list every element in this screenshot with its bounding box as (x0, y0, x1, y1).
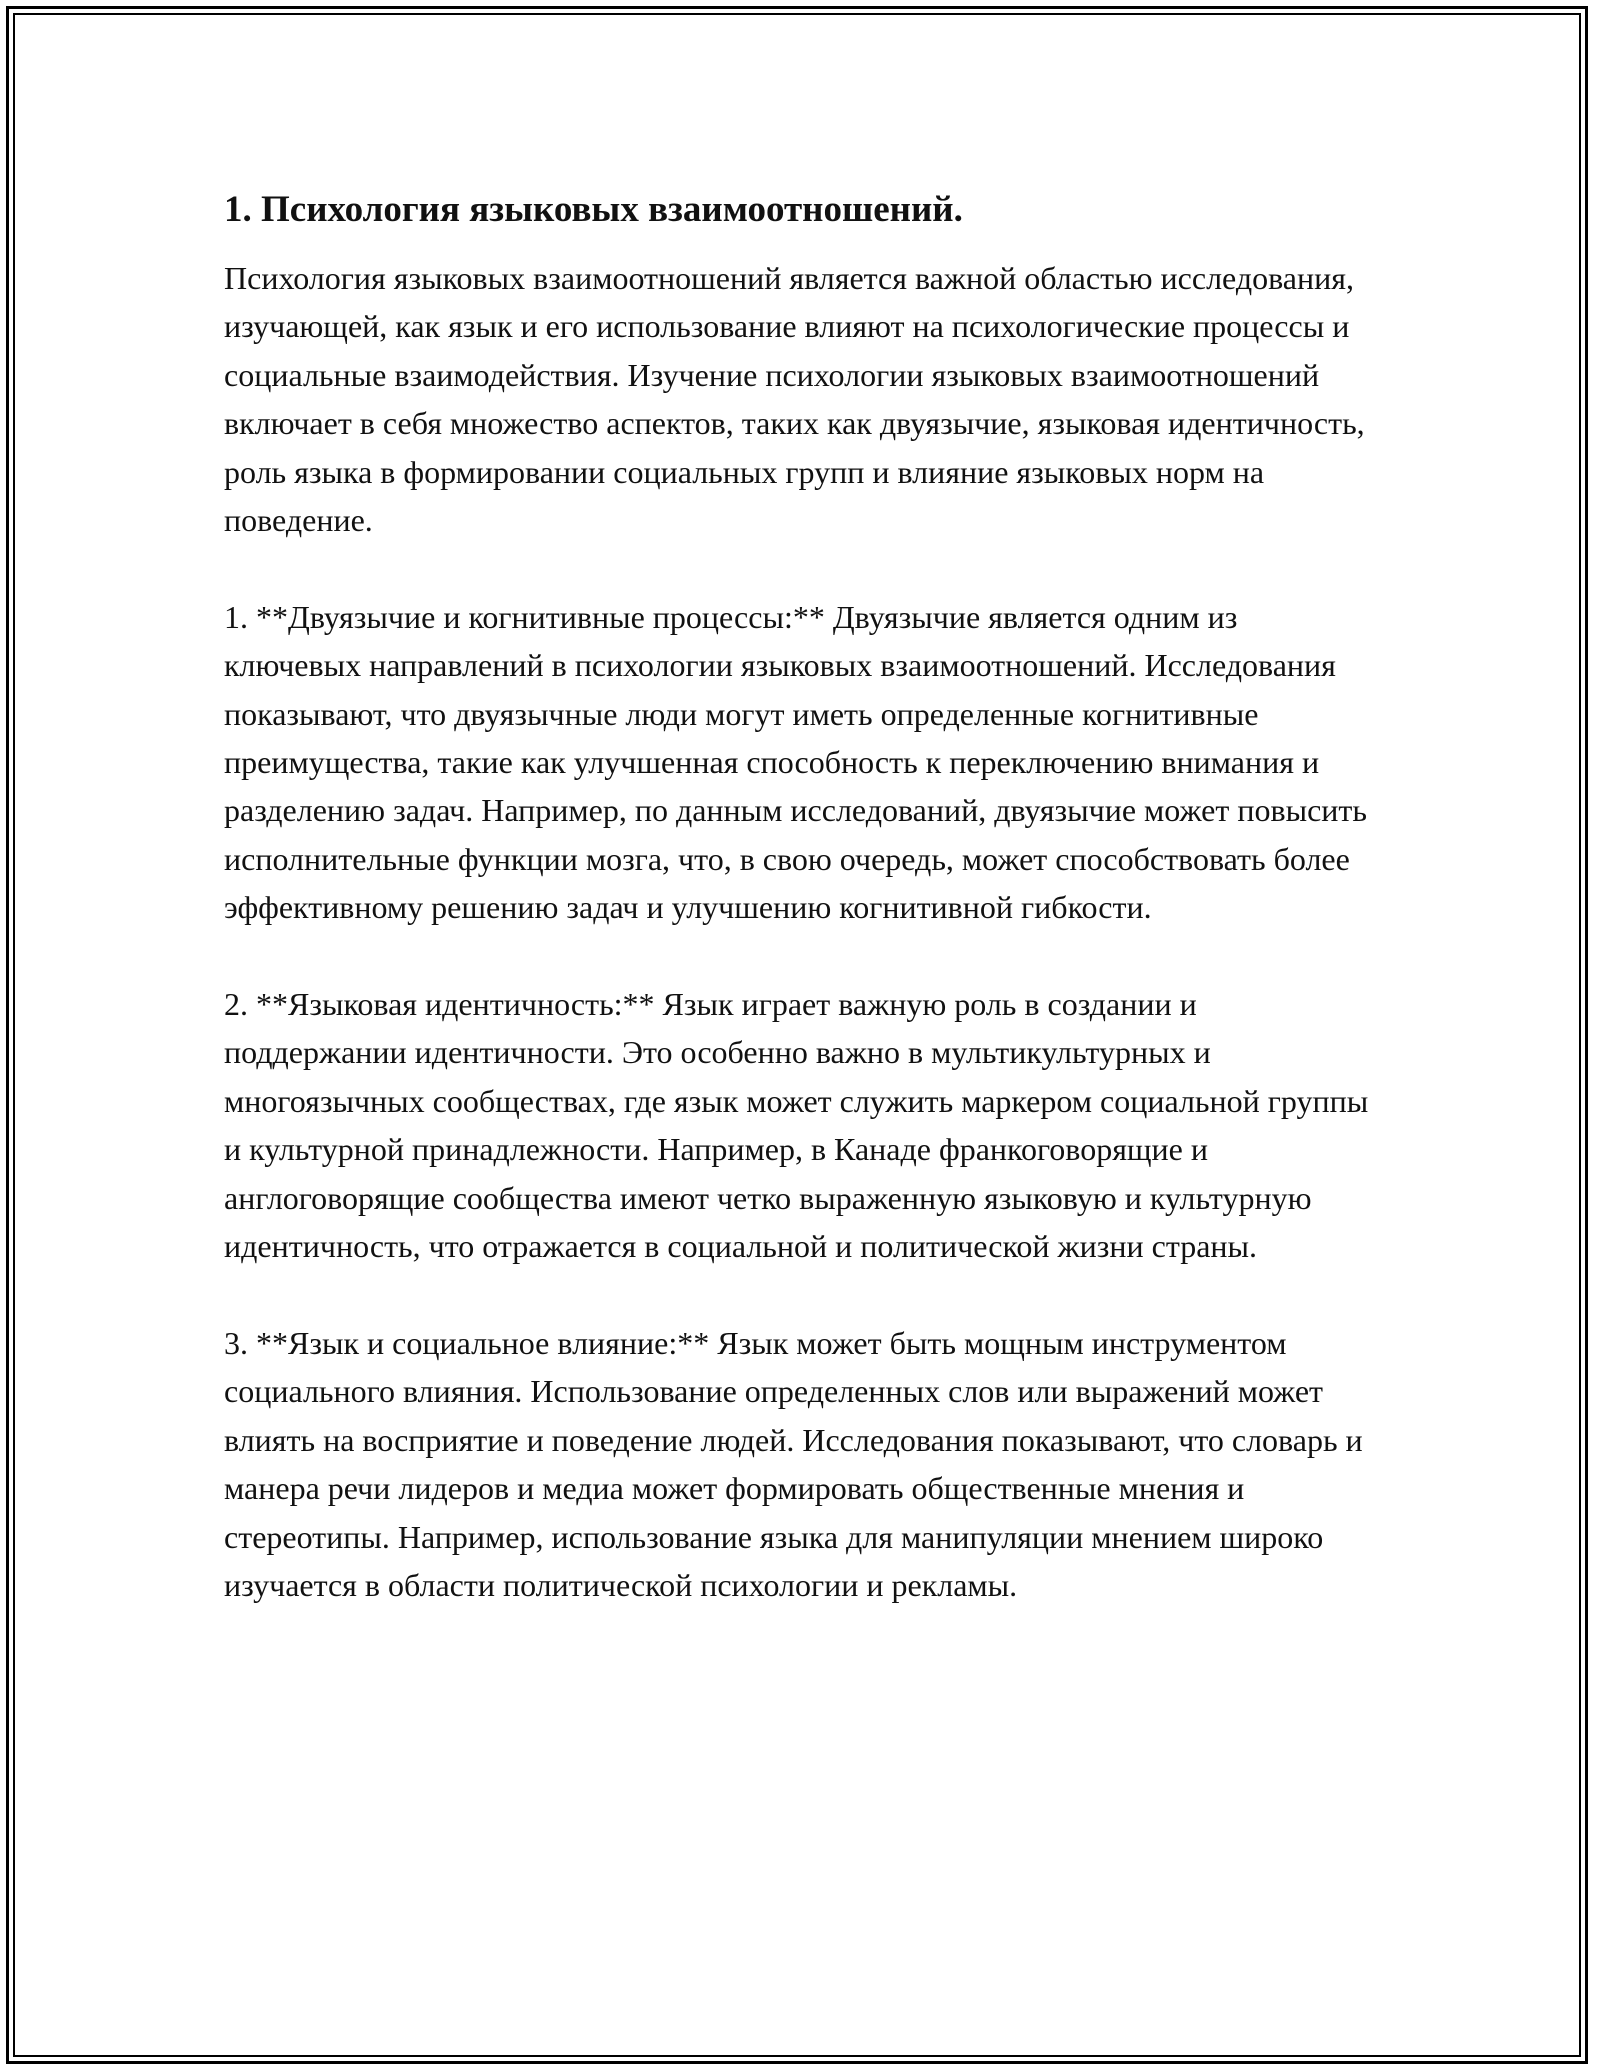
paragraph-language-identity: 2. **Языковая идентичность:** Язык играет важную роль в создании и поддержании идентичности. Это особенно важно в мультикультурных и многоязычных сообществах, где язык может служить маркером социальной группы и культурной принадлежности. Например, в Канаде франкоговорящие и англоговорящие сообщества имеют четко выраженную языковую и культурную идентичность, что отражается в социальной и политической жизни страны. (224, 986, 1369, 1265)
page-title: 1. Психология языковых взаимоотношений. (224, 189, 963, 230)
paragraph-bilingualism: 1. **Двуязычие и когнитивные процессы:** Двуязычие является одним из ключевых направлений в психологии языковых взаимоотношений. Исследования показывают, что двуязычные люди могут иметь определенные когнитивные преимущества, такие как улучшенная способность к переключению внимания и разделению задач. Например, по данным исследований, двуязычие может повысить исполнительные функции мозга, что, в свою очередь, может способствовать более эффективному решению задач и улучшению когнитивной гибкости. (224, 598, 1367, 926)
document-body (224, 186, 1374, 1609)
intro-paragraph: Психология языковых взаимоотношений является важной областью исследования, изучающей, как язык и его использование влияют на психологические процессы и социальные взаимодействия. Изучение психологии языковых взаимоотношений включает в себя множество аспектов, таких как двуязычие, языковая идентичность, роль языка в формировании социальных групп и влияние языковых норм на поведение. (224, 260, 1365, 539)
paragraph-social-influence: 3. **Язык и социальное влияние:** Язык может быть мощным инструментом социального влияния. Использование определенных слов или выражений может влиять на восприятие и поведение людей. Исследования показывают, что словарь и манера речи лидеров и медиа может формировать общественные мнения и стереотипы. Например, использование языка для манипуляции мнением широко изучается в области политической психологии и рекламы. (224, 1324, 1363, 1603)
